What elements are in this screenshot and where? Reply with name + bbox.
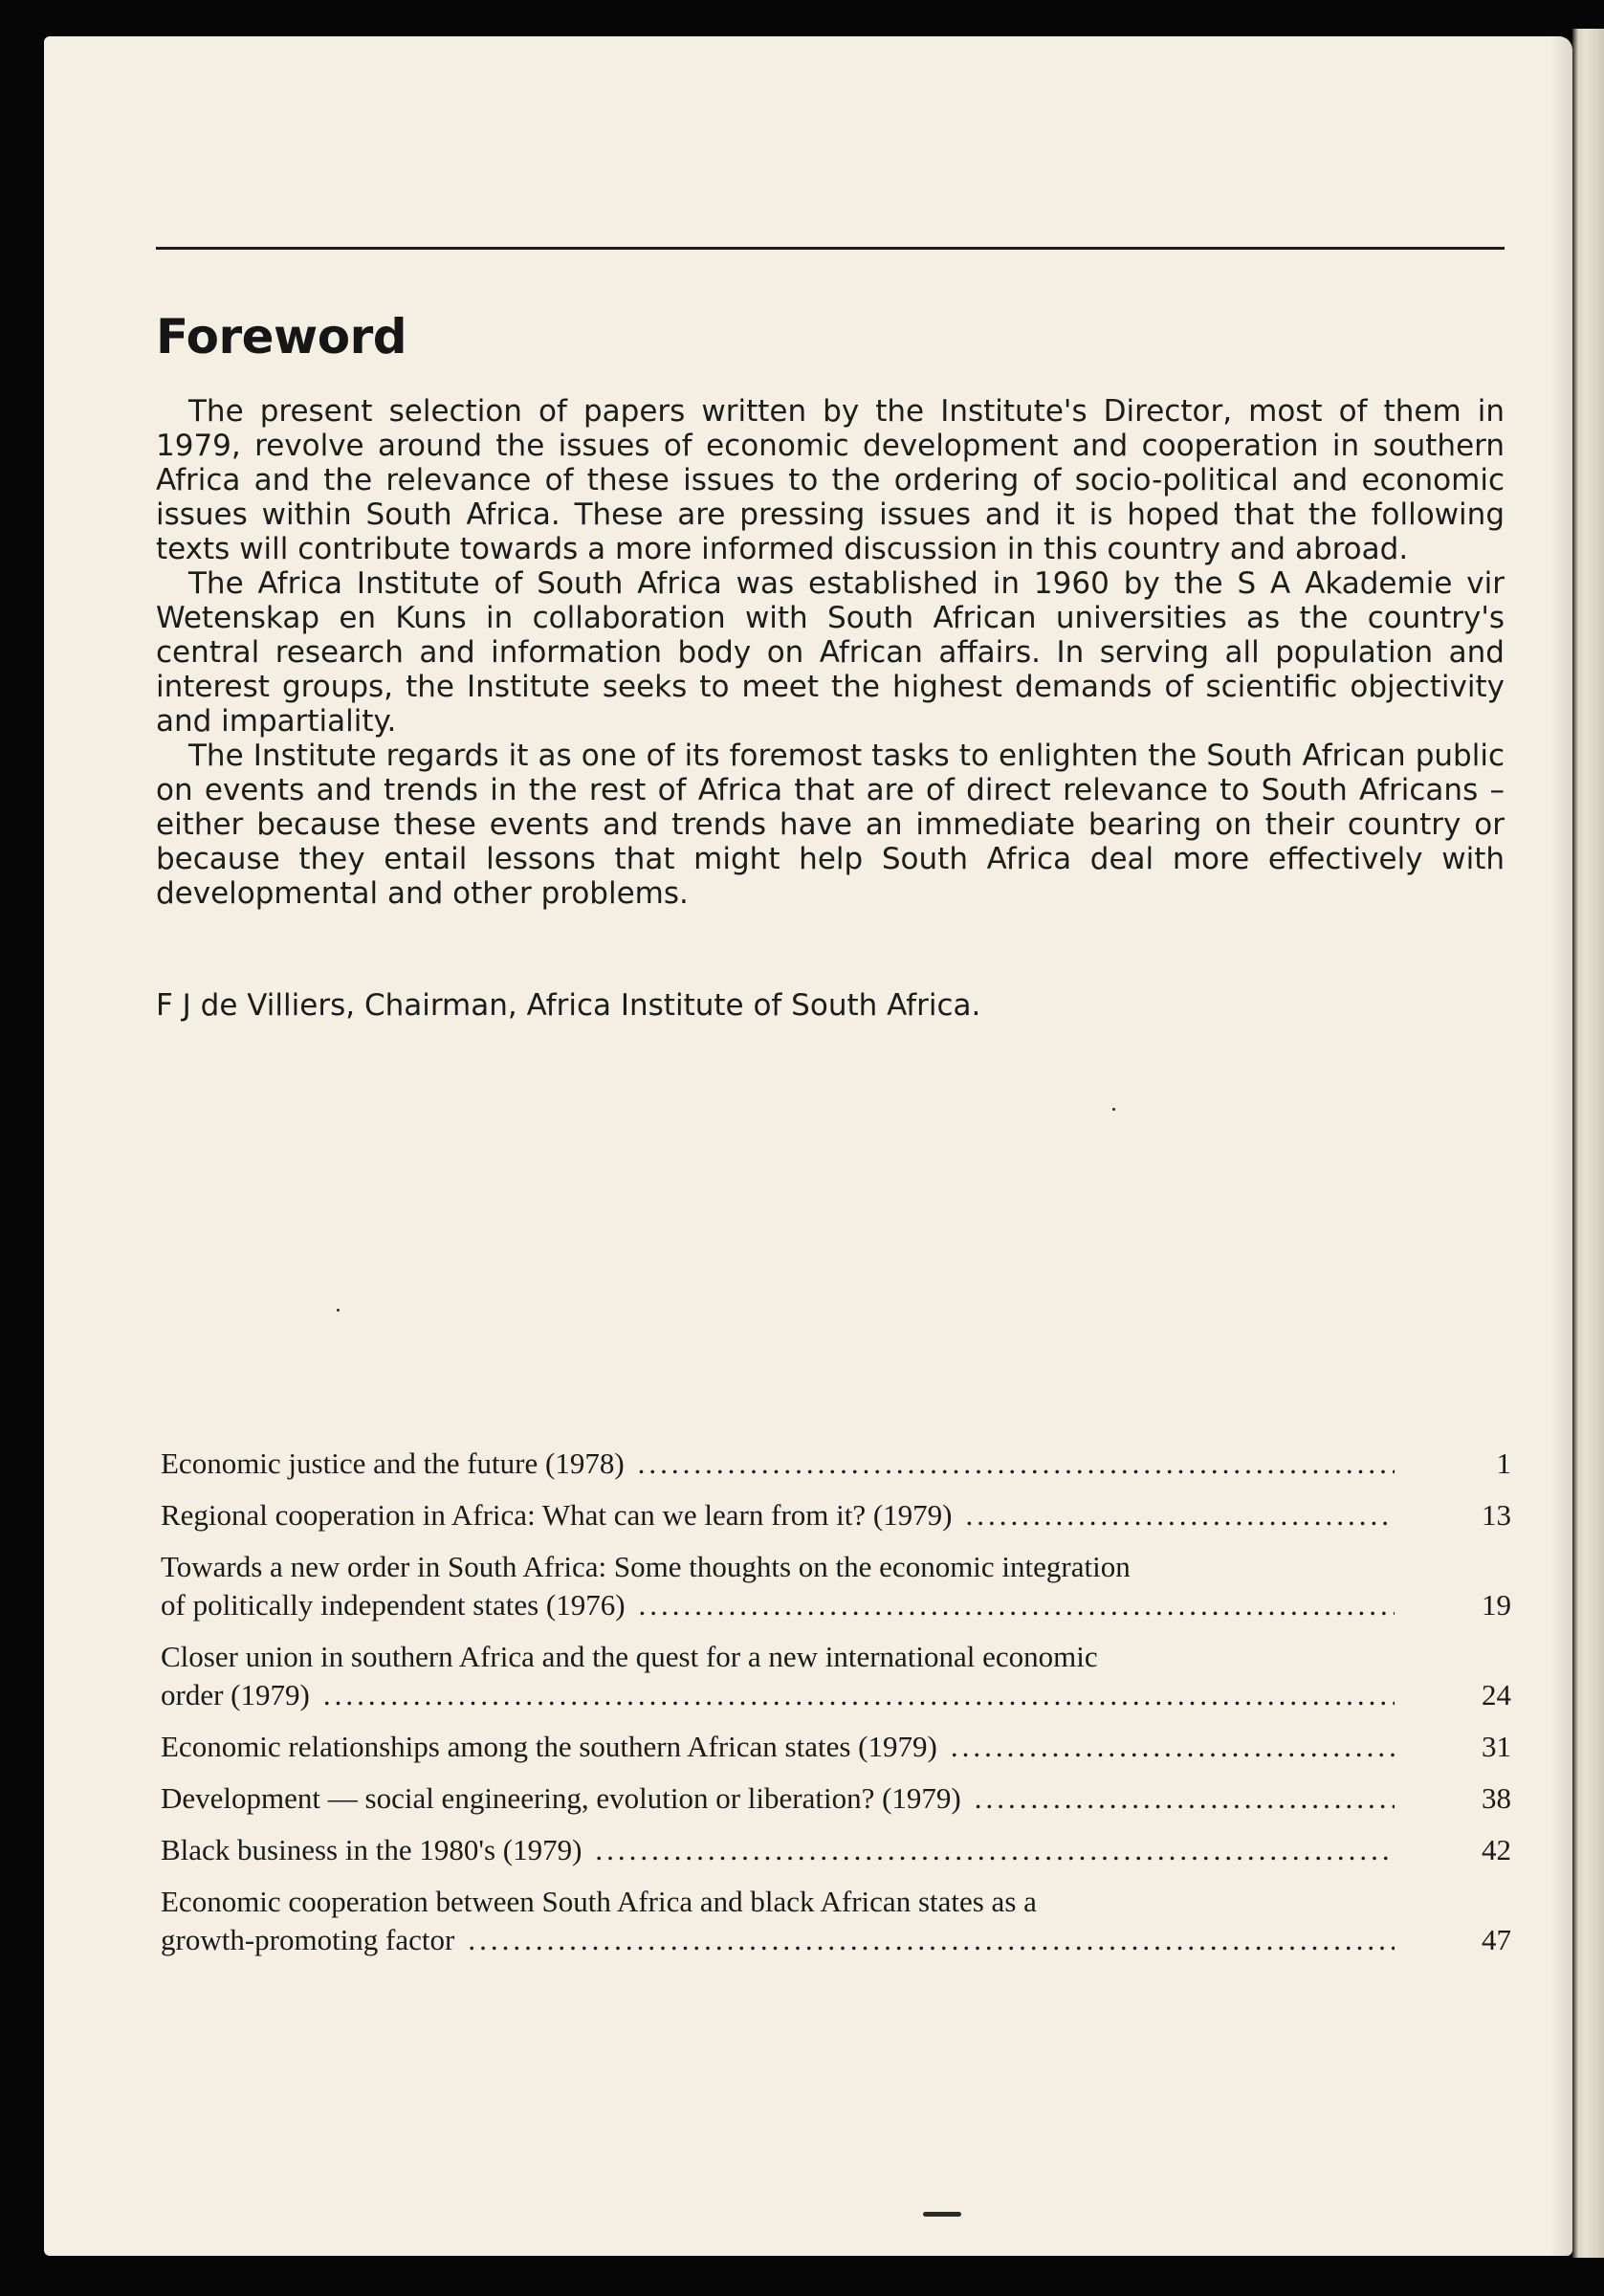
toc-entry[interactable]	[161, 1445, 1511, 1483]
toc-entry[interactable]	[161, 1638, 1511, 1714]
foreword-paragraph: The Institute regards it as one of its foremost tasks to enlighten the South African public on events and trends in the rest of Africa that are of direct relevance to South Africans – either because these events and trends have an immediate bearing on their country or because they entail lessons that might help South Africa deal more effectively with developmental and other problems.	[156, 739, 1505, 911]
toc-entry-title	[161, 1831, 1416, 1869]
table-of-contents	[161, 1445, 1511, 1973]
toc-entry-title	[161, 1548, 1416, 1624]
toc-entry-title-line: Development — social engineering, evolution or liberation? (1979)	[161, 1781, 961, 1815]
paper-speck	[337, 1309, 340, 1312]
header-rule	[156, 247, 1505, 250]
toc-entry-title	[161, 1445, 1416, 1483]
dot-leader	[310, 1676, 1395, 1714]
foreword-signature: F J de Villiers, Chairman, Africa Institute of South Africa.	[156, 988, 981, 1023]
toc-entry-title-line: Economic cooperation between South Africa and black African states as a	[161, 1885, 1037, 1918]
toc-entry[interactable]	[161, 1831, 1511, 1869]
toc-entry-title	[161, 1779, 1416, 1818]
dot-leader	[937, 1728, 1395, 1766]
dot-leader	[454, 1921, 1395, 1959]
toc-entry[interactable]	[161, 1496, 1511, 1534]
dot-leader	[626, 1586, 1395, 1624]
toc-entry-page-number: 31	[1482, 1730, 1511, 1763]
toc-entry-page-number: 24	[1482, 1678, 1511, 1711]
toc-entry-title	[161, 1883, 1416, 1959]
toc-entry-page-number: 19	[1482, 1588, 1511, 1622]
toc-entry-page-number: 42	[1482, 1833, 1511, 1866]
dot-leader	[953, 1496, 1395, 1534]
dot-leader	[582, 1831, 1395, 1869]
adjacent-page-edge	[1572, 29, 1604, 2258]
toc-entry-page-number: 38	[1482, 1781, 1511, 1815]
toc-entry-title	[161, 1728, 1416, 1766]
toc-entry[interactable]	[161, 1548, 1511, 1624]
toc-entry-title	[161, 1638, 1416, 1714]
dot-leader	[625, 1445, 1395, 1483]
foreword-body	[156, 394, 1505, 911]
toc-entry[interactable]	[161, 1883, 1511, 1959]
toc-entry[interactable]	[161, 1728, 1511, 1766]
toc-entry-title	[161, 1496, 1416, 1534]
toc-entry-page-number: 1	[1496, 1446, 1511, 1480]
toc-entry-title-line: Towards a new order in South Africa: Some thoughts on the economic integration	[161, 1550, 1131, 1583]
toc-entry-title-line: Economic justice and the future (1978)	[161, 1446, 625, 1480]
toc-entry-title-line: growth-promoting factor	[161, 1923, 455, 1956]
foreword-paragraph: The Africa Institute of South Africa was established in 1960 by the S A Akademie vir Wetenskap en Kuns in collaboration with South African universities as the country's central research and information body on African affairs. In serving all population and interest groups, the Institute seeks to meet the highest demands of scientific objectivity and impartiality.	[156, 566, 1505, 739]
toc-entry-title-line: Regional cooperation in Africa: What can we learn from it? (1979)	[161, 1498, 953, 1532]
foreword-paragraph: The present selection of papers written by the Institute's Director, most of them in 1979, revolve around the issues of economic development and cooperation in southern Africa and the relevance of these issues to the ordering of socio-political and economic issues within South Africa. These are pressing issues and it is hoped that the following texts will contribute towards a more informed discussion in this country and abroad.	[156, 394, 1505, 566]
toc-entry-page-number: 47	[1482, 1923, 1511, 1956]
paper-speck	[923, 2212, 961, 2217]
paper-speck	[1112, 1108, 1115, 1111]
toc-entry-title-line: order (1979)	[161, 1678, 310, 1711]
spine-shadow	[1549, 36, 1572, 2256]
toc-entry-title-line: of politically independent states (1976)	[161, 1588, 626, 1622]
toc-entry-title-line: Black business in the 1980's (1979)	[161, 1833, 582, 1866]
toc-entry-page-number: 13	[1482, 1498, 1511, 1532]
foreword-heading: Foreword	[156, 309, 407, 364]
toc-entry-title-line: Economic relationships among the southern African states (1979)	[161, 1730, 937, 1763]
toc-entry-title-line: Closer union in southern Africa and the quest for a new international economic	[161, 1640, 1098, 1673]
dot-leader	[961, 1779, 1395, 1818]
toc-entry[interactable]	[161, 1779, 1511, 1818]
